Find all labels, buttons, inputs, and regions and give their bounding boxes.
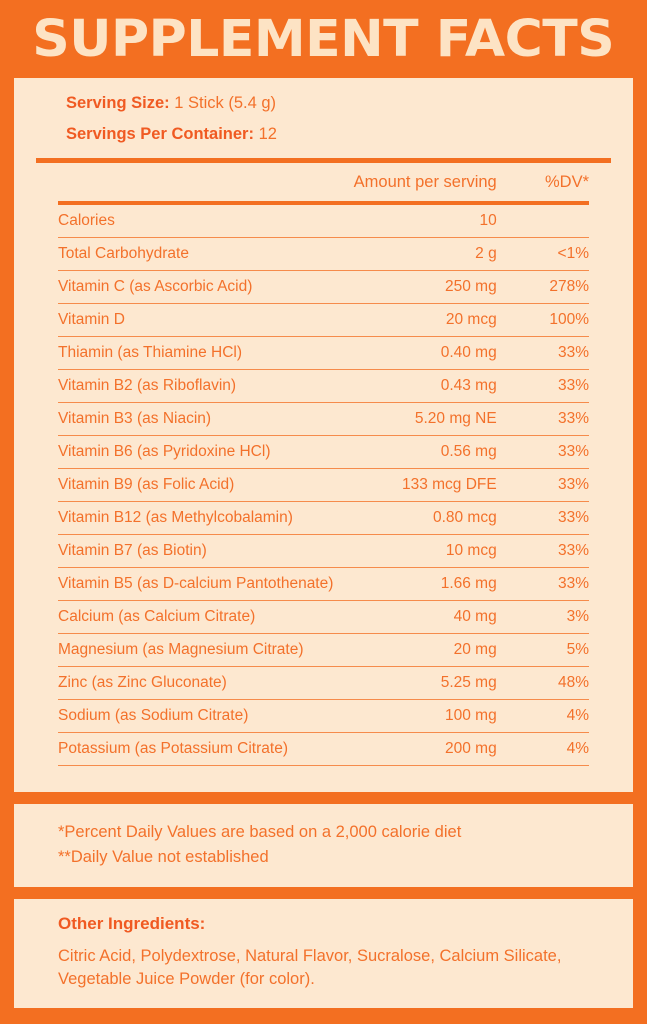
nutrient-amount: 0.56 mg — [339, 435, 498, 468]
nutrient-amount: 40 mg — [339, 600, 498, 633]
nutrient-name: Sodium (as Sodium Citrate) — [58, 699, 339, 732]
table-row — [58, 336, 589, 369]
serving-info-card — [14, 78, 633, 792]
nutrient-name: Vitamin B5 (as D-calcium Pantothenate) — [58, 567, 339, 600]
nutrient-name: Vitamin C (as Ascorbic Acid) — [58, 270, 339, 303]
table-row — [58, 534, 589, 567]
nutrient-daily-value: 33% — [499, 369, 589, 402]
table-row — [58, 468, 589, 501]
nutrient-daily-value: 4% — [499, 699, 589, 732]
nutrient-daily-value: 33% — [499, 501, 589, 534]
nutrient-daily-value: 33% — [499, 435, 589, 468]
nutrient-daily-value: 33% — [499, 402, 589, 435]
nutrient-daily-value: 33% — [499, 534, 589, 567]
footnotes-card — [14, 804, 633, 887]
nutrient-daily-value: 3% — [499, 600, 589, 633]
nutrient-name: Zinc (as Zinc Gluconate) — [58, 666, 339, 699]
table-row — [58, 237, 589, 270]
nutrient-amount: 0.43 mg — [339, 369, 498, 402]
footnote-not-established: **Daily Value not established — [58, 848, 269, 867]
nutrition-table-wrap — [14, 163, 633, 780]
nutrient-daily-value: 33% — [499, 567, 589, 600]
nutrient-daily-value: 100% — [499, 303, 589, 336]
nutrient-daily-value: <1% — [499, 237, 589, 270]
footnote-daily-values: *Percent Daily Values are based on a 2,000 calorie diet — [58, 822, 462, 841]
nutrient-amount: 5.20 mg NE — [339, 402, 498, 435]
nutrient-amount: 200 mg — [339, 732, 498, 765]
nutrient-daily-value: 33% — [499, 468, 589, 501]
nutrient-amount: 20 mcg — [339, 303, 498, 336]
table-row — [58, 205, 589, 238]
nutrient-daily-value — [499, 205, 589, 238]
other-ingredients-title: Other Ingredients: — [58, 913, 206, 933]
nutrient-name: Potassium (as Potassium Citrate) — [58, 732, 339, 765]
nutrition-table — [58, 163, 589, 766]
nutrient-daily-value: 48% — [499, 666, 589, 699]
nutrient-name: Vitamin B9 (as Folic Acid) — [58, 468, 339, 501]
nutrient-name: Calories — [58, 205, 339, 238]
nutrient-name: Calcium (as Calcium Citrate) — [58, 600, 339, 633]
nutrient-name: Total Carbohydrate — [58, 237, 339, 270]
nutrient-daily-value: 5% — [499, 633, 589, 666]
nutrient-amount: 10 — [339, 205, 498, 238]
serving-size-row — [14, 94, 633, 114]
table-row — [58, 303, 589, 336]
table-row — [58, 666, 589, 699]
other-ingredients-body: Citric Acid, Polydextrose, Natural Flavor, Sucralose, Calcium Silicate, Vegetable Juice Powder (for color). — [58, 946, 562, 989]
nutrient-name: Vitamin B12 (as Methylcobalamin) — [58, 501, 339, 534]
nutrient-amount: 250 mg — [339, 270, 498, 303]
nutrient-name: Vitamin D — [58, 303, 339, 336]
servings-per-container-value: 12 — [258, 124, 277, 143]
serving-size-value: 1 Stick (5.4 g) — [174, 94, 277, 112]
table-row — [58, 699, 589, 732]
nutrient-amount: 20 mg — [339, 633, 498, 666]
nutrient-name: Vitamin B3 (as Niacin) — [58, 402, 339, 435]
servings-per-container-label: Servings Per Container: — [66, 124, 254, 143]
table-row — [58, 633, 589, 666]
nutrient-name: Vitamin B2 (as Riboflavin) — [58, 369, 339, 402]
servings-per-container-row — [14, 125, 633, 145]
table-row — [58, 369, 589, 402]
nutrient-name: Magnesium (as Magnesium Citrate) — [58, 633, 339, 666]
table-row — [58, 501, 589, 534]
table-row — [58, 402, 589, 435]
nutrient-amount: 0.80 mcg — [339, 501, 498, 534]
table-row — [58, 732, 589, 765]
table-row — [58, 567, 589, 600]
page-title: SUPPLEMENT FACTS — [32, 9, 615, 69]
nutrient-amount: 5.25 mg — [339, 666, 498, 699]
nutrient-amount: 100 mg — [339, 699, 498, 732]
column-header-nutrient — [58, 163, 339, 201]
nutrition-table-body — [58, 205, 589, 766]
nutrient-name: Vitamin B7 (as Biotin) — [58, 534, 339, 567]
nutrient-amount: 10 mcg — [339, 534, 498, 567]
nutrient-amount: 0.40 mg — [339, 336, 498, 369]
title-bar — [0, 0, 647, 78]
table-row — [58, 435, 589, 468]
nutrient-daily-value: 278% — [499, 270, 589, 303]
nutrient-name: Thiamin (as Thiamine HCl) — [58, 336, 339, 369]
column-header-amount: Amount per serving — [353, 172, 497, 191]
table-header-row — [58, 163, 589, 201]
table-row — [58, 600, 589, 633]
other-ingredients-card — [14, 899, 633, 1008]
nutrient-amount: 133 mcg DFE — [339, 468, 498, 501]
nutrient-amount: 1.66 mg — [339, 567, 498, 600]
nutrient-daily-value: 33% — [499, 336, 589, 369]
nutrient-amount: 2 g — [339, 237, 498, 270]
column-header-dv: %DV* — [544, 172, 589, 191]
nutrient-name: Vitamin B6 (as Pyridoxine HCl) — [58, 435, 339, 468]
serving-size-label: Serving Size: — [66, 94, 170, 112]
table-row — [58, 270, 589, 303]
nutrition-table-head — [58, 163, 589, 205]
nutrient-daily-value: 4% — [499, 732, 589, 765]
